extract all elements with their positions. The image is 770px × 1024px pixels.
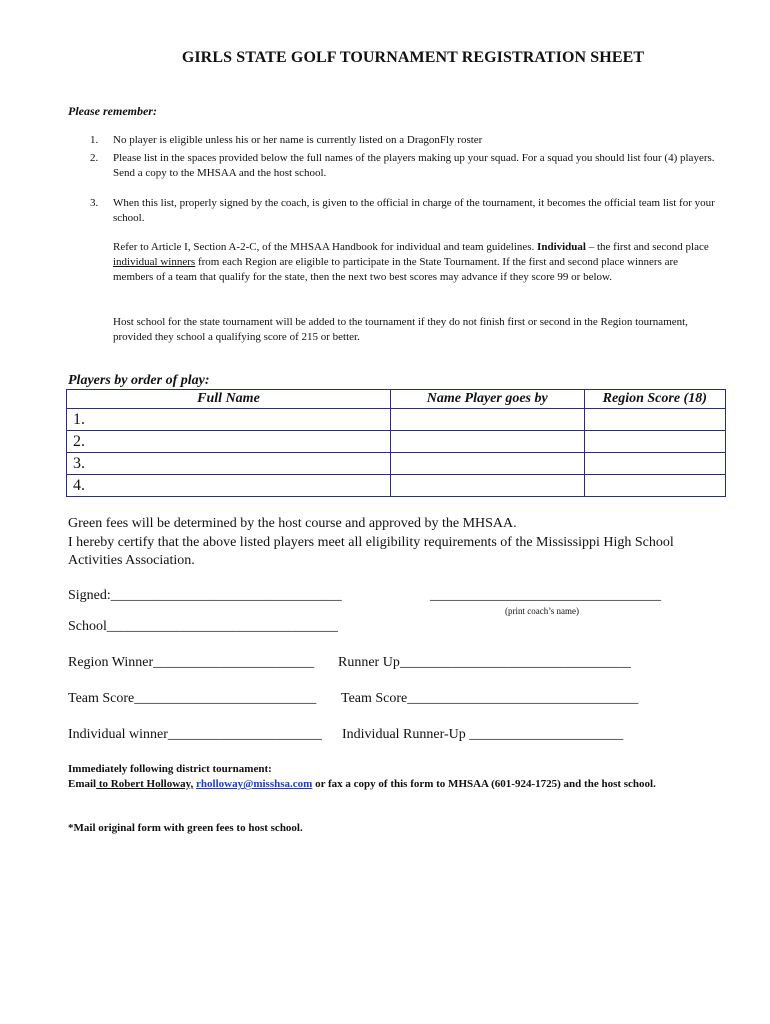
team-score-2-line xyxy=(341,691,638,707)
instruction-text: No player is eligible unless his or her name is currently listed on a DragonFly roster xyxy=(113,134,483,146)
table-row xyxy=(67,453,726,475)
coach-name-caption: (print coach’s name) xyxy=(505,606,579,616)
instruction-number: 3. xyxy=(90,197,99,209)
individual-winner-field[interactable]: ______________________ xyxy=(167,727,322,742)
player-nickname-cell[interactable] xyxy=(390,431,584,453)
article-text-3: from each Region are eligible to participate in the State Tournament. If the first and second place winners are members of a team that qualify for the state, then the next two best scores may advance if they score 99 or below. xyxy=(113,256,679,283)
article-text-1: Refer to Article I, Section A-2-C, of the MHSAA Handbook for individual and team guidelines. xyxy=(113,241,538,253)
host-school-paragraph: Host school for the state tournament will be added to the tournament if they do not finish first or second in the Region tournament, provided they school a qualifying score of 215 or better. xyxy=(113,316,688,343)
remember-label: Please remember: xyxy=(68,104,157,118)
runner-up-field[interactable]: _________________________________ xyxy=(399,655,631,670)
team-score-field[interactable]: __________________________ xyxy=(134,691,317,706)
signed-line xyxy=(68,588,342,604)
players-label: Players by order of play: xyxy=(68,373,210,388)
individual-runner-up-line xyxy=(342,727,623,743)
individual-runner-up-field[interactable]: ______________________ xyxy=(469,727,624,742)
player-full-name-cell[interactable] xyxy=(67,409,391,431)
region-winner-line xyxy=(68,655,314,671)
article-underlined: individual winners xyxy=(113,256,196,268)
footer-to-name: to Robert Holloway, xyxy=(96,778,194,790)
signature-field[interactable]: _________________________________ xyxy=(110,588,342,603)
player-full-name-cell[interactable] xyxy=(67,475,391,497)
player-nickname-cell[interactable] xyxy=(390,475,584,497)
school-label: School xyxy=(68,619,107,634)
row-number: 1. xyxy=(73,410,85,428)
individual-winner-line xyxy=(68,727,322,743)
player-score-cell[interactable] xyxy=(584,453,725,475)
individual-winner-label: Individual winner xyxy=(68,727,168,742)
column-header-name-goes-by: Name Player goes by xyxy=(390,390,584,409)
certify-text: I hereby certify that the above listed players meet all eligibility requirements of the Mississippi High School Activities Association. xyxy=(68,535,674,568)
team-score-2-label: Team Score xyxy=(341,691,408,706)
article-bold-individual: Individual xyxy=(537,241,586,253)
table-row xyxy=(67,409,726,431)
instruction-text: When this list, properly signed by the coach, is given to the official in charge of the tournament, it becomes the official team list for your school. xyxy=(113,197,715,224)
team-score-label: Team Score xyxy=(68,691,135,706)
instruction-number: 1. xyxy=(90,134,99,146)
row-number: 4. xyxy=(73,476,85,494)
article-paragraph xyxy=(113,240,718,285)
school-line xyxy=(68,619,338,635)
mail-note: *Mail original form with green fees to host school. xyxy=(68,822,303,834)
green-fees-text: Green fees will be determined by the host course and approved by the MHSAA. xyxy=(68,516,517,531)
player-score-cell[interactable] xyxy=(584,431,725,453)
runner-up-line xyxy=(338,655,631,671)
article-text-2: – the first and second place xyxy=(585,241,709,253)
column-header-region-score: Region Score (18) xyxy=(584,390,725,409)
player-nickname-cell[interactable] xyxy=(390,409,584,431)
player-score-cell[interactable] xyxy=(584,409,725,431)
individual-runner-up-label: Individual Runner-Up xyxy=(342,727,466,742)
footer-line-1: Immediately following district tournament: xyxy=(68,763,272,775)
players-table xyxy=(66,389,726,497)
school-field[interactable]: _________________________________ xyxy=(106,619,338,634)
row-number: 3. xyxy=(73,454,85,472)
row-number: 2. xyxy=(73,432,85,450)
footer-instructions xyxy=(68,762,728,792)
runner-up-label: Runner Up xyxy=(338,655,400,670)
table-row xyxy=(67,475,726,497)
instruction-text: Please list in the spaces provided below the full names of the players making up your squad. For a squad you should list four (4) players. Send a copy to the MHSAA and the host school. xyxy=(113,152,715,179)
table-row xyxy=(67,431,726,453)
table-header-row xyxy=(67,390,726,409)
team-score-line xyxy=(68,691,316,707)
page-title: GIRLS STATE GOLF TOURNAMENT REGISTRATION SHEET xyxy=(181,49,645,66)
instruction-number: 2. xyxy=(90,152,99,164)
player-score-cell[interactable] xyxy=(584,475,725,497)
column-header-full-name: Full Name xyxy=(67,390,391,409)
email-link[interactable]: rholloway@misshsa.com xyxy=(196,778,313,790)
footer-line-2 xyxy=(68,777,728,792)
region-winner-field[interactable]: _______________________ xyxy=(153,655,315,670)
coach-name-field[interactable]: _________________________________ xyxy=(430,588,661,603)
footer-email-word: Email xyxy=(68,778,97,790)
player-nickname-cell[interactable] xyxy=(390,453,584,475)
player-full-name-cell[interactable] xyxy=(67,453,391,475)
team-score-2-field[interactable]: _________________________________ xyxy=(407,691,639,706)
signed-label: Signed: xyxy=(68,588,111,603)
player-full-name-cell[interactable] xyxy=(67,431,391,453)
footer-rest: or fax a copy of this form to MHSAA (601-924-1725) and the host school. xyxy=(312,778,656,790)
region-winner-label: Region Winner xyxy=(68,655,154,670)
